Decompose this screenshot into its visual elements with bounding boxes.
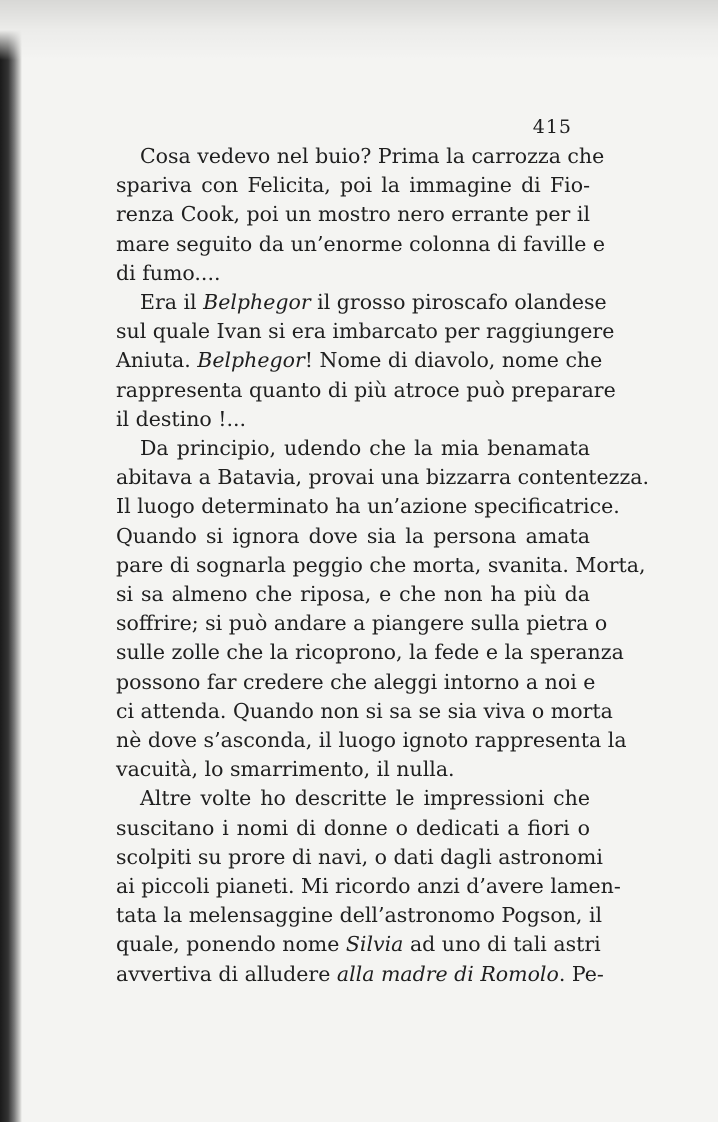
text-line: avvertiva di alludere alla madre di Romolo. Pe- [116,961,604,986]
text-line: nè dove s’asconda, il luogo ignoto rappresenta la [116,728,627,753]
text-line: si sa almeno che riposa, e che non ha più da [116,582,590,607]
text-line: sul quale Ivan si era imbarcato per raggiungere [116,319,615,344]
body-text [116,142,649,989]
text-line: possono far credere che aleggi intorno a noi e [116,669,596,694]
text-line: Il luogo determinato ha un’azione specificatrice. [116,494,620,519]
text-line: Da principio, udendo che la mia benamata [140,436,590,461]
text-line: soffrire; si può andare a piangere sulla pietra o [116,611,608,636]
text-line: quale, ponendo nome Silvia ad uno di tali astri [116,932,601,957]
text-line: Era il Belphegor il grosso piroscafo olandese [140,290,607,315]
text-line: Altre volte ho descritte le impressioni che [140,786,590,811]
text-line: Cosa vedevo nel buio? Prima la carrozza che [140,144,605,168]
text-line: renza Cook, poi un mostro nero errante per il [116,202,590,227]
text-line: tata la melensaggine dell’astronomo Pogson, il [116,903,603,928]
text-line: spariva con Felicita, poi la immagine di Fio- [116,173,590,198]
text-line: vacuità, lo smarrimento, il nulla. [116,757,455,782]
ship-name: Belphegor [197,348,305,373]
text-line: mare seguito da un’enorme colonna di faville e [116,231,605,256]
text-line: suscitano i nomi di donne o dedicati a fiori o [116,815,590,840]
text-line: rappresenta quanto di più atroce può preparare [116,377,616,402]
page-gutter-shadow [0,0,22,1122]
text-line: abitava a Batavia, provai una bizzarra contentezza. [116,465,649,490]
text-line: di fumo.... [116,260,221,285]
text-line: ci attenda. Quando non si sa se sia viva o morta [116,698,613,723]
text-line: sulle zolle che la ricoprono, la fede e la speranza [116,640,624,665]
page-top-shadow [0,0,718,60]
text-line: scolpiti su prore di navi, o dati dagli astronomi [116,844,603,869]
page-number: 415 [532,116,572,138]
text-line: pare di sognarla peggio che morta, svanita. Morta, [116,552,646,577]
italic-name: Silvia [345,932,404,957]
ship-name: Belphegor [203,290,311,315]
text-line: Quando si ignora dove sia la persona amata [116,523,590,548]
italic-phrase: alla madre di Romolo [336,961,559,986]
text-line: ai piccoli pianeti. Mi ricordo anzi d’avere lamen- [116,874,621,899]
text-line: il destino !... [116,406,247,431]
text-line: Aniuta. Belphegor! Nome di diavolo, nome che [116,348,603,373]
